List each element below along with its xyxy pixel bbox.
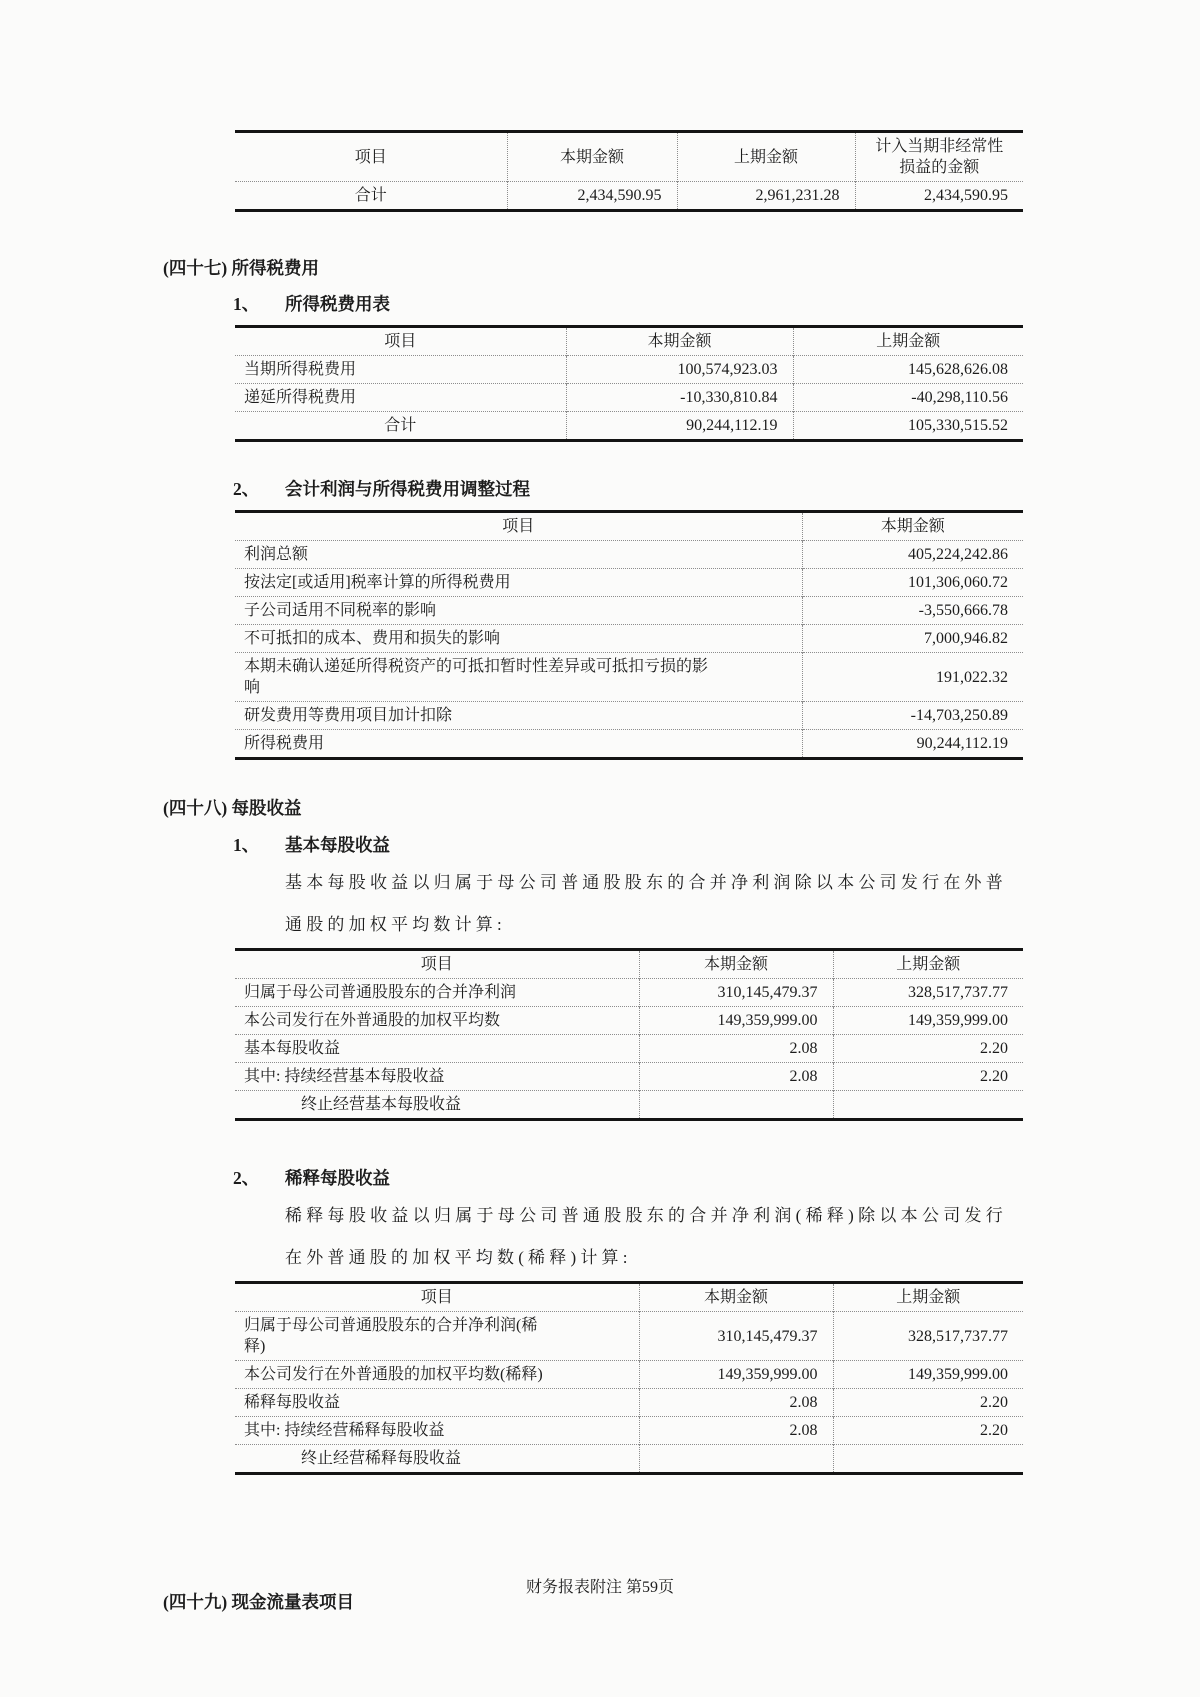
header-current-amount: 本期金额 bbox=[566, 327, 793, 356]
table-row bbox=[235, 979, 1023, 1007]
cell-prior-amount: 2,961,231.28 bbox=[677, 182, 855, 211]
table-row bbox=[235, 1361, 1023, 1389]
table-row bbox=[235, 384, 1023, 412]
header-item: 项目 bbox=[420, 956, 453, 973]
header-prior-amount: 上期金额 bbox=[677, 132, 855, 182]
cell-prior-amount: 2.20 bbox=[833, 1063, 1023, 1091]
subsection-number: 1、 bbox=[233, 835, 260, 855]
header-current-amount: 本期金额 bbox=[802, 512, 1023, 541]
cell-prior-amount: 149,359,999.00 bbox=[833, 1007, 1023, 1035]
subsection-title: 所得税费用表 bbox=[285, 294, 390, 314]
cell-label: 利润总额 bbox=[235, 541, 802, 569]
header-current-amount: 本期金额 bbox=[639, 950, 833, 979]
cell-label: 终止经营基本每股收益 bbox=[235, 1091, 639, 1120]
table-row bbox=[235, 356, 1023, 384]
cell-non-recurring-amount: 2,434,590.95 bbox=[855, 182, 1023, 211]
income-tax-expense-table bbox=[235, 325, 1023, 442]
cell-label: 本公司发行在外普通股的加权平均数 bbox=[235, 1007, 639, 1035]
subsection-title: 会计利润与所得税费用调整过程 bbox=[285, 479, 530, 499]
cell-current-amount: 2.08 bbox=[639, 1389, 833, 1417]
cell-label: 所得税费用 bbox=[235, 730, 802, 759]
cell-prior-amount: 149,359,999.00 bbox=[833, 1361, 1023, 1389]
cell-current-amount: 2.08 bbox=[639, 1417, 833, 1445]
cell-current-amount: 149,359,999.00 bbox=[639, 1361, 833, 1389]
cell-current-amount: 405,224,242.86 bbox=[802, 541, 1023, 569]
cell-prior-amount bbox=[833, 1091, 1023, 1120]
cell-prior-amount: 2.20 bbox=[833, 1035, 1023, 1063]
header-current-amount: 本期金额 bbox=[639, 1283, 833, 1312]
cell-current-amount: 2.08 bbox=[639, 1035, 833, 1063]
table-row bbox=[235, 653, 1023, 702]
table-row bbox=[235, 1312, 1023, 1361]
table-row bbox=[235, 1389, 1023, 1417]
cell-label: 本公司发行在外普通股的加权平均数(稀释) bbox=[235, 1361, 639, 1389]
table-row bbox=[235, 541, 1023, 569]
table-header-row bbox=[235, 950, 1023, 979]
cell-label: 归属于母公司普通股股东的合并净利润 bbox=[235, 979, 639, 1007]
table-row bbox=[235, 1091, 1023, 1120]
header-current-amount: 本期金额 bbox=[507, 132, 677, 182]
cell-current-amount: 310,145,479.37 bbox=[639, 979, 833, 1007]
cell-prior-amount: 2.20 bbox=[833, 1389, 1023, 1417]
table-header-row bbox=[235, 512, 1023, 541]
header-item: 项目 bbox=[420, 1289, 453, 1306]
cell-prior-amount: 328,517,737.77 bbox=[833, 1312, 1023, 1361]
cell-current-amount: 2,434,590.95 bbox=[507, 182, 677, 211]
subsection-heading-48-2 bbox=[233, 1167, 1023, 1189]
cell-current-amount: 100,574,923.03 bbox=[566, 356, 793, 384]
cell-current-amount: 90,244,112.19 bbox=[802, 730, 1023, 759]
cell-current-amount bbox=[639, 1445, 833, 1474]
cell-label: 其中: 持续经营基本每股收益 bbox=[235, 1063, 639, 1091]
subsection-number: 2、 bbox=[233, 1168, 260, 1188]
cell-current-amount: 2.08 bbox=[639, 1063, 833, 1091]
table-header-row bbox=[235, 327, 1023, 356]
cell-label: 合计 bbox=[235, 182, 507, 211]
subsection-number: 2、 bbox=[233, 479, 260, 499]
table-header-row bbox=[235, 1283, 1023, 1312]
basic-eps-paragraph: 基本每股收益以归属于母公司普通股股东的合并净利润除以本公司发行在外普通股的加权平均数计算: bbox=[285, 873, 1007, 934]
diluted-eps-table bbox=[235, 1281, 1023, 1475]
table-row bbox=[235, 1445, 1023, 1474]
cell-prior-amount: -40,298,110.56 bbox=[793, 384, 1023, 412]
cell-current-amount bbox=[639, 1091, 833, 1120]
cell-current-amount: 101,306,060.72 bbox=[802, 569, 1023, 597]
header-prior-amount: 上期金额 bbox=[793, 327, 1023, 356]
cell-label: 子公司适用不同税率的影响 bbox=[235, 597, 802, 625]
table-row bbox=[235, 1035, 1023, 1063]
cell-prior-amount: 328,517,737.77 bbox=[833, 979, 1023, 1007]
cell-label: 终止经营稀释每股收益 bbox=[235, 1445, 639, 1474]
subsection-number: 1、 bbox=[233, 294, 260, 314]
table-row bbox=[235, 730, 1023, 759]
table-row bbox=[235, 597, 1023, 625]
cell-current-amount: 90,244,112.19 bbox=[566, 412, 793, 441]
cell-label: 研发费用等费用项目加计扣除 bbox=[235, 702, 802, 730]
cell-label: 其中: 持续经营稀释每股收益 bbox=[235, 1417, 639, 1445]
cell-label: 按法定[或适用]税率计算的所得税费用 bbox=[235, 569, 802, 597]
cell-current-amount: -3,550,666.78 bbox=[802, 597, 1023, 625]
section-heading-48: (四十八) 每股收益 bbox=[163, 798, 302, 818]
cell-prior-amount: 2.20 bbox=[833, 1417, 1023, 1445]
cell-label: 稀释每股收益 bbox=[235, 1389, 639, 1417]
non-recurring-total-table bbox=[235, 130, 1023, 212]
table-row bbox=[235, 625, 1023, 653]
cell-label: 本期未确认递延所得税资产的可抵扣暂时性差异或可抵扣亏损的影响 bbox=[235, 653, 802, 702]
cell-current-amount: -10,330,810.84 bbox=[566, 384, 793, 412]
header-prior-amount: 上期金额 bbox=[833, 950, 1023, 979]
cell-label: 递延所得税费用 bbox=[235, 384, 566, 412]
subsection-title: 基本每股收益 bbox=[285, 835, 390, 855]
basic-eps-table bbox=[235, 948, 1023, 1121]
cell-label: 合计 bbox=[235, 412, 566, 441]
header-non-recurring-amount: 计入当期非经常性损益的金额 bbox=[855, 132, 1023, 182]
table-row bbox=[235, 569, 1023, 597]
subsection-title: 稀释每股收益 bbox=[285, 1168, 390, 1188]
page-footer: 财务报表附注 第59页 bbox=[525, 1579, 674, 1596]
section-heading-49: (四十九) 现金流量表项目 bbox=[163, 1592, 355, 1612]
cell-current-amount: -14,703,250.89 bbox=[802, 702, 1023, 730]
table-row bbox=[235, 1007, 1023, 1035]
table-header-row bbox=[235, 132, 1023, 182]
cell-label: 归属于母公司普通股股东的合并净利润(稀释) bbox=[235, 1312, 639, 1361]
subsection-heading-48-1 bbox=[233, 834, 1023, 856]
cell-current-amount: 191,022.32 bbox=[802, 653, 1023, 702]
cell-current-amount: 310,145,479.37 bbox=[639, 1312, 833, 1361]
cell-label: 基本每股收益 bbox=[235, 1035, 639, 1063]
tax-reconciliation-table bbox=[235, 510, 1023, 760]
table-row bbox=[235, 1417, 1023, 1445]
cell-label: 不可抵扣的成本、费用和损失的影响 bbox=[235, 625, 802, 653]
diluted-eps-paragraph: 稀释每股收益以归属于母公司普通股股东的合并净利润(稀释)除以本公司发行在外普通股的加权平均数(稀释)计算: bbox=[285, 1206, 1007, 1267]
table-row-total bbox=[235, 182, 1023, 211]
header-item: 项目 bbox=[384, 333, 417, 350]
cell-prior-amount: 145,628,626.08 bbox=[793, 356, 1023, 384]
subsection-heading-47-2 bbox=[233, 478, 1023, 500]
header-prior-amount: 上期金额 bbox=[833, 1283, 1023, 1312]
section-heading-47: (四十七) 所得税费用 bbox=[163, 258, 320, 278]
subsection-heading-47-1 bbox=[233, 293, 1023, 315]
cell-prior-amount bbox=[833, 1445, 1023, 1474]
header-item: 项目 bbox=[502, 518, 535, 535]
cell-label: 当期所得税费用 bbox=[235, 356, 566, 384]
cell-current-amount: 7,000,946.82 bbox=[802, 625, 1023, 653]
header-item: 项目 bbox=[354, 148, 387, 166]
table-row bbox=[235, 702, 1023, 730]
cell-prior-amount: 105,330,515.52 bbox=[793, 412, 1023, 441]
table-row bbox=[235, 1063, 1023, 1091]
table-row-total bbox=[235, 412, 1023, 441]
cell-current-amount: 149,359,999.00 bbox=[639, 1007, 833, 1035]
